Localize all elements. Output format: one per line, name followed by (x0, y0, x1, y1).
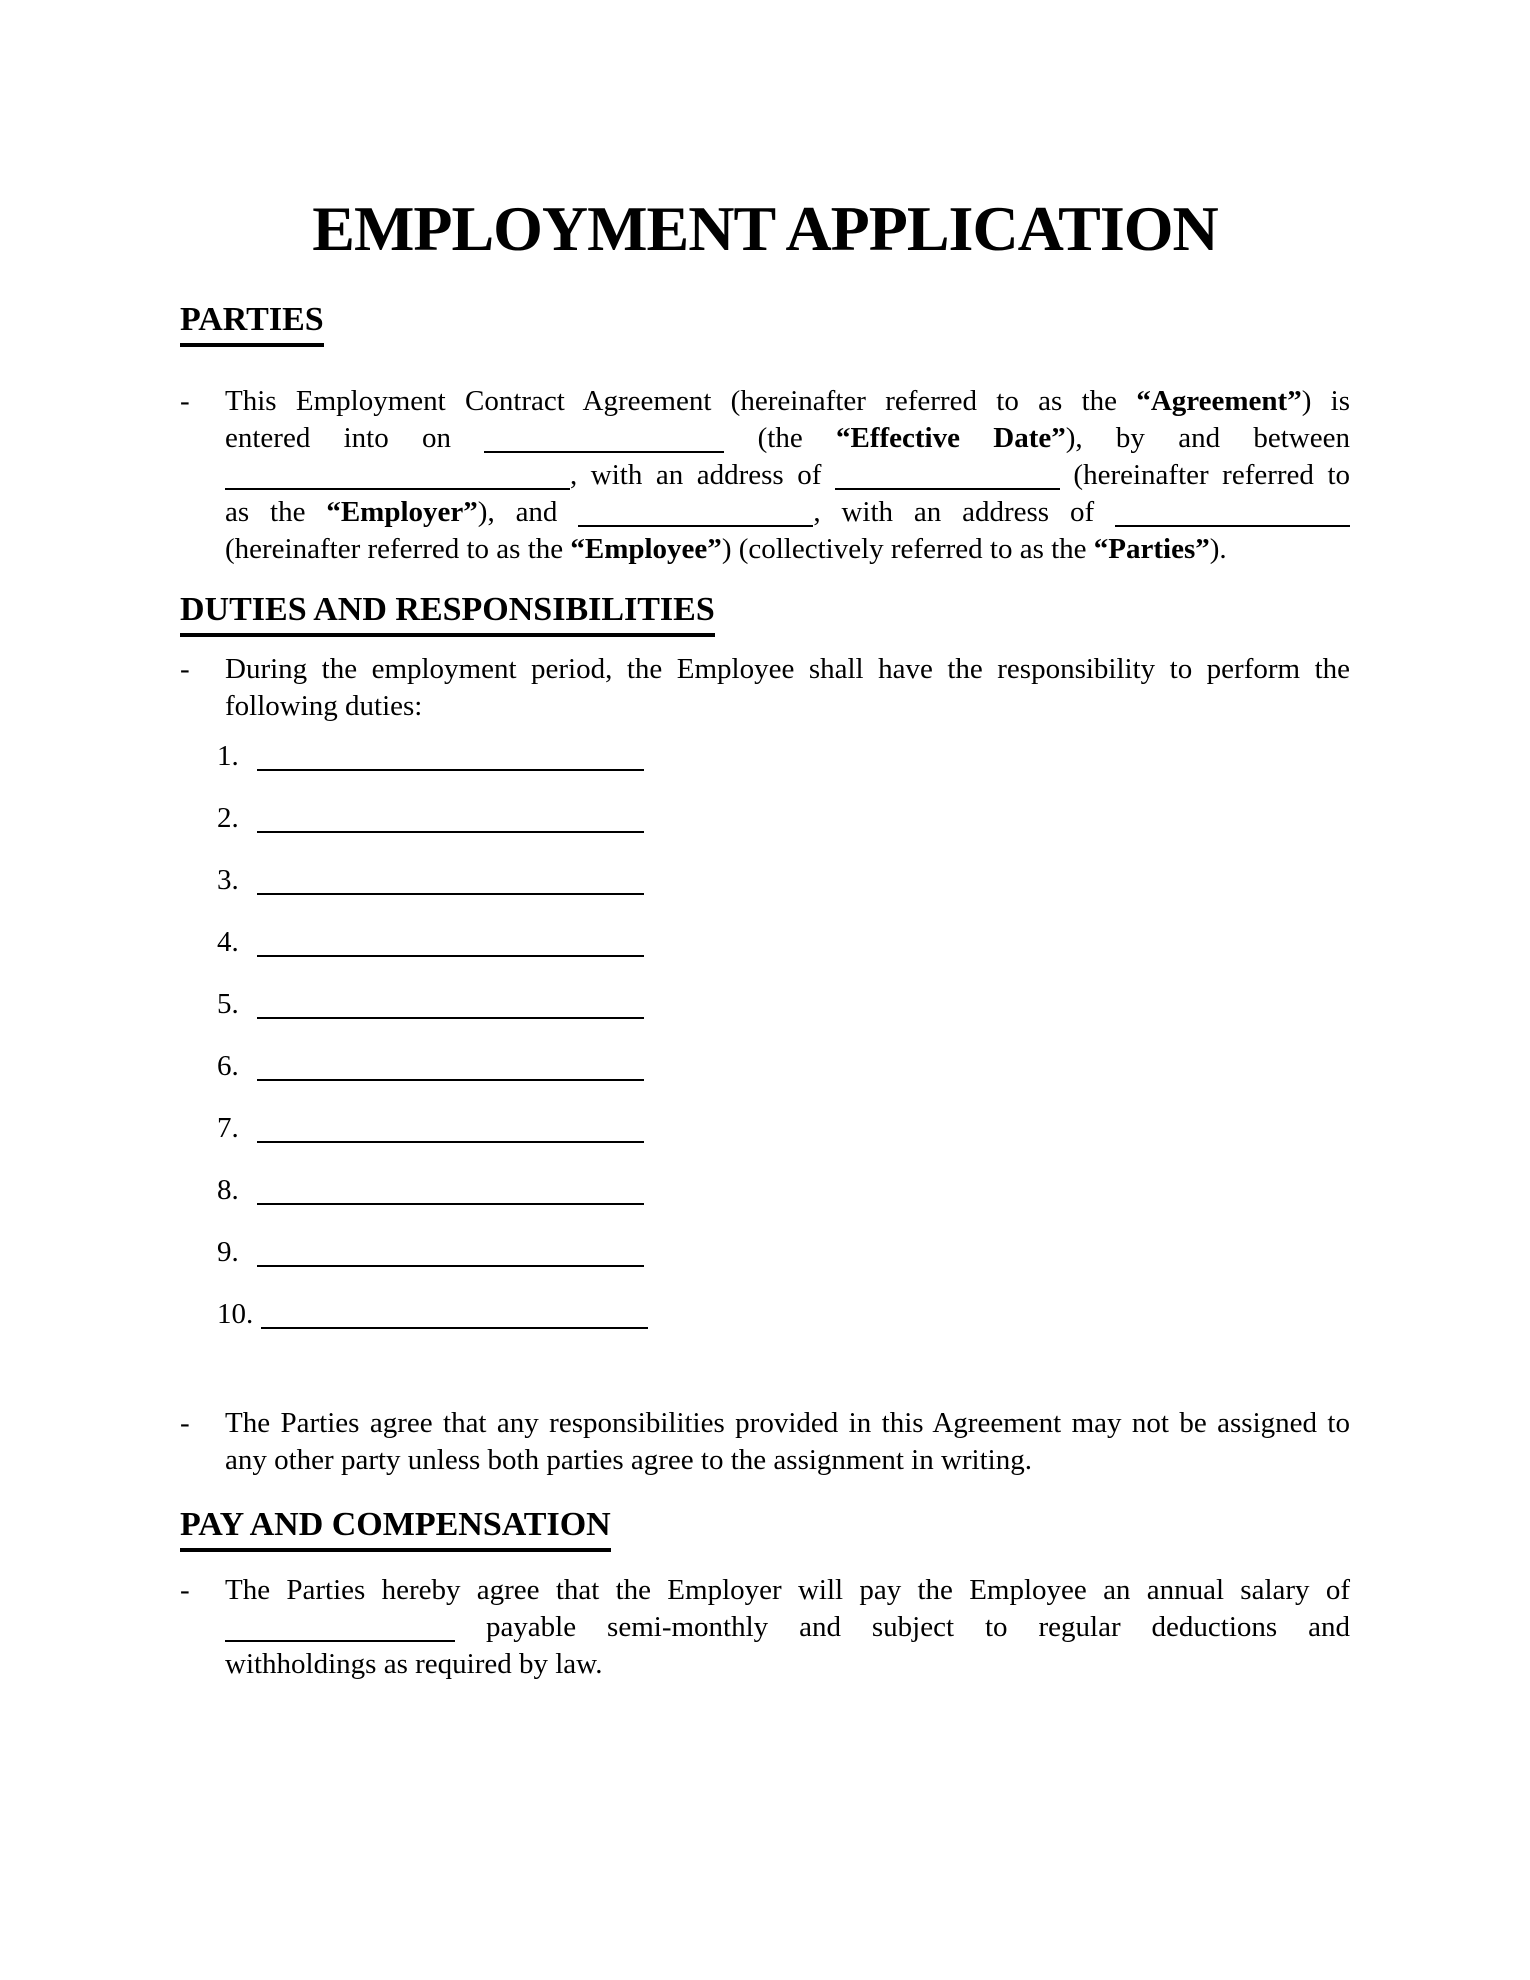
duty-number: 4. (217, 926, 239, 958)
fill-in-blank (225, 1640, 455, 1642)
text-run: as the (225, 496, 327, 528)
duties-intro-paragraph (180, 651, 1350, 725)
text-run: (hereinafter referred to (1059, 459, 1350, 491)
fill-in-blank (484, 451, 724, 453)
text-run: any other party unless both parties agree to the assignment in writing. (225, 1444, 1032, 1476)
text-run: ) (collectively referred to as the (721, 533, 1094, 565)
text-run: This Employment Contract Agreement (hereinafter referred to as the (225, 385, 1137, 417)
text-run: ), and (477, 496, 579, 528)
duty-number: 5. (217, 988, 239, 1020)
paragraph-line (225, 531, 1350, 568)
fill-in-blank (578, 525, 813, 527)
duty-list-item (180, 787, 1350, 849)
paragraph-line (225, 1442, 1350, 1479)
duty-number: 6. (217, 1050, 239, 1082)
bold-term: “Parties” (1093, 533, 1210, 565)
text-run: ). (1209, 533, 1227, 565)
duty-fill-line (257, 955, 644, 957)
paragraph-line (225, 1646, 1350, 1683)
document-title: EMPLOYMENT APPLICATION (312, 193, 1218, 264)
duty-fill-line (257, 893, 644, 895)
assignment-paragraph (180, 1405, 1350, 1479)
compensation-paragraph (180, 1572, 1350, 1683)
bold-term: “Effective Date” (835, 422, 1066, 454)
section-heading-pay: PAY AND COMPENSATION (180, 1505, 1350, 1552)
duty-list-item (180, 1159, 1350, 1221)
fill-in-blank (835, 488, 1060, 490)
text-run: , with an address of (813, 496, 1115, 528)
duty-number: 2. (217, 802, 239, 834)
duty-list-item (180, 1097, 1350, 1159)
paragraph-line (225, 651, 1350, 688)
duty-fill-line (257, 1017, 644, 1019)
bullet-dash: - (180, 1574, 190, 1606)
bold-term: “Employee” (570, 533, 722, 565)
duty-fill-line (261, 1327, 648, 1329)
duty-fill-line (257, 1265, 644, 1267)
duty-number: 3. (217, 864, 239, 896)
section-heading-duties: DUTIES AND RESPONSIBILITIES (180, 590, 1350, 637)
paragraph-line (225, 494, 1350, 531)
duty-list-item (180, 1221, 1350, 1283)
duty-number: 8. (217, 1174, 239, 1206)
duty-number: 10. (217, 1298, 254, 1330)
text-run: The Parties hereby agree that the Employer will pay the Employee an annual salary of (225, 1574, 1350, 1606)
duty-number: 7. (217, 1112, 239, 1144)
duty-fill-line (257, 769, 644, 771)
paragraph-line (225, 420, 1350, 457)
duty-number: 1. (217, 740, 239, 772)
duty-list-item (180, 849, 1350, 911)
text-run: entered into on (225, 422, 485, 454)
text-run: (hereinafter referred to as the (225, 533, 571, 565)
bullet-dash: - (180, 1407, 190, 1439)
fill-in-blank (1115, 525, 1350, 527)
duty-list-item (180, 725, 1350, 787)
bold-term: “Employer” (326, 496, 478, 528)
duty-fill-line (257, 831, 644, 833)
fill-in-blank (225, 488, 570, 490)
duty-fill-line (257, 1203, 644, 1205)
duties-list (180, 725, 1350, 1345)
duty-number: 9. (217, 1236, 239, 1268)
text-run: , with an address of (570, 459, 835, 491)
paragraph-line (225, 1609, 1350, 1646)
text-run: withholdings as required by law. (225, 1648, 603, 1680)
duty-list-item (180, 911, 1350, 973)
bold-term: “Agreement” (1136, 385, 1302, 417)
text-run: The Parties agree that any responsibilities provided in this Agreement may not be assigned to (225, 1407, 1350, 1439)
text-run: following duties: (225, 690, 423, 722)
duty-fill-line (257, 1079, 644, 1081)
text-run: payable semi-monthly and subject to regular deductions and (455, 1611, 1350, 1643)
text-run: (the (724, 422, 836, 454)
duty-list-item (180, 973, 1350, 1035)
paragraph-line (225, 688, 1350, 725)
duty-list-item (180, 1035, 1350, 1097)
duty-list-item (180, 1283, 1350, 1345)
text-run: During the employment period, the Employee shall have the responsibility to perform the (225, 653, 1350, 685)
text-run: ), by and between (1065, 422, 1350, 454)
paragraph-line (225, 383, 1350, 420)
section-heading-parties: PARTIES (180, 300, 1350, 347)
bullet-dash: - (180, 653, 190, 685)
paragraph-line (225, 1572, 1350, 1609)
duty-fill-line (257, 1141, 644, 1143)
bullet-dash: - (180, 385, 190, 417)
document-content (0, 193, 1530, 1683)
paragraph-line (225, 1405, 1350, 1442)
paragraph-line (225, 457, 1350, 494)
parties-paragraph (180, 383, 1350, 568)
text-run: ) is (1301, 385, 1351, 417)
